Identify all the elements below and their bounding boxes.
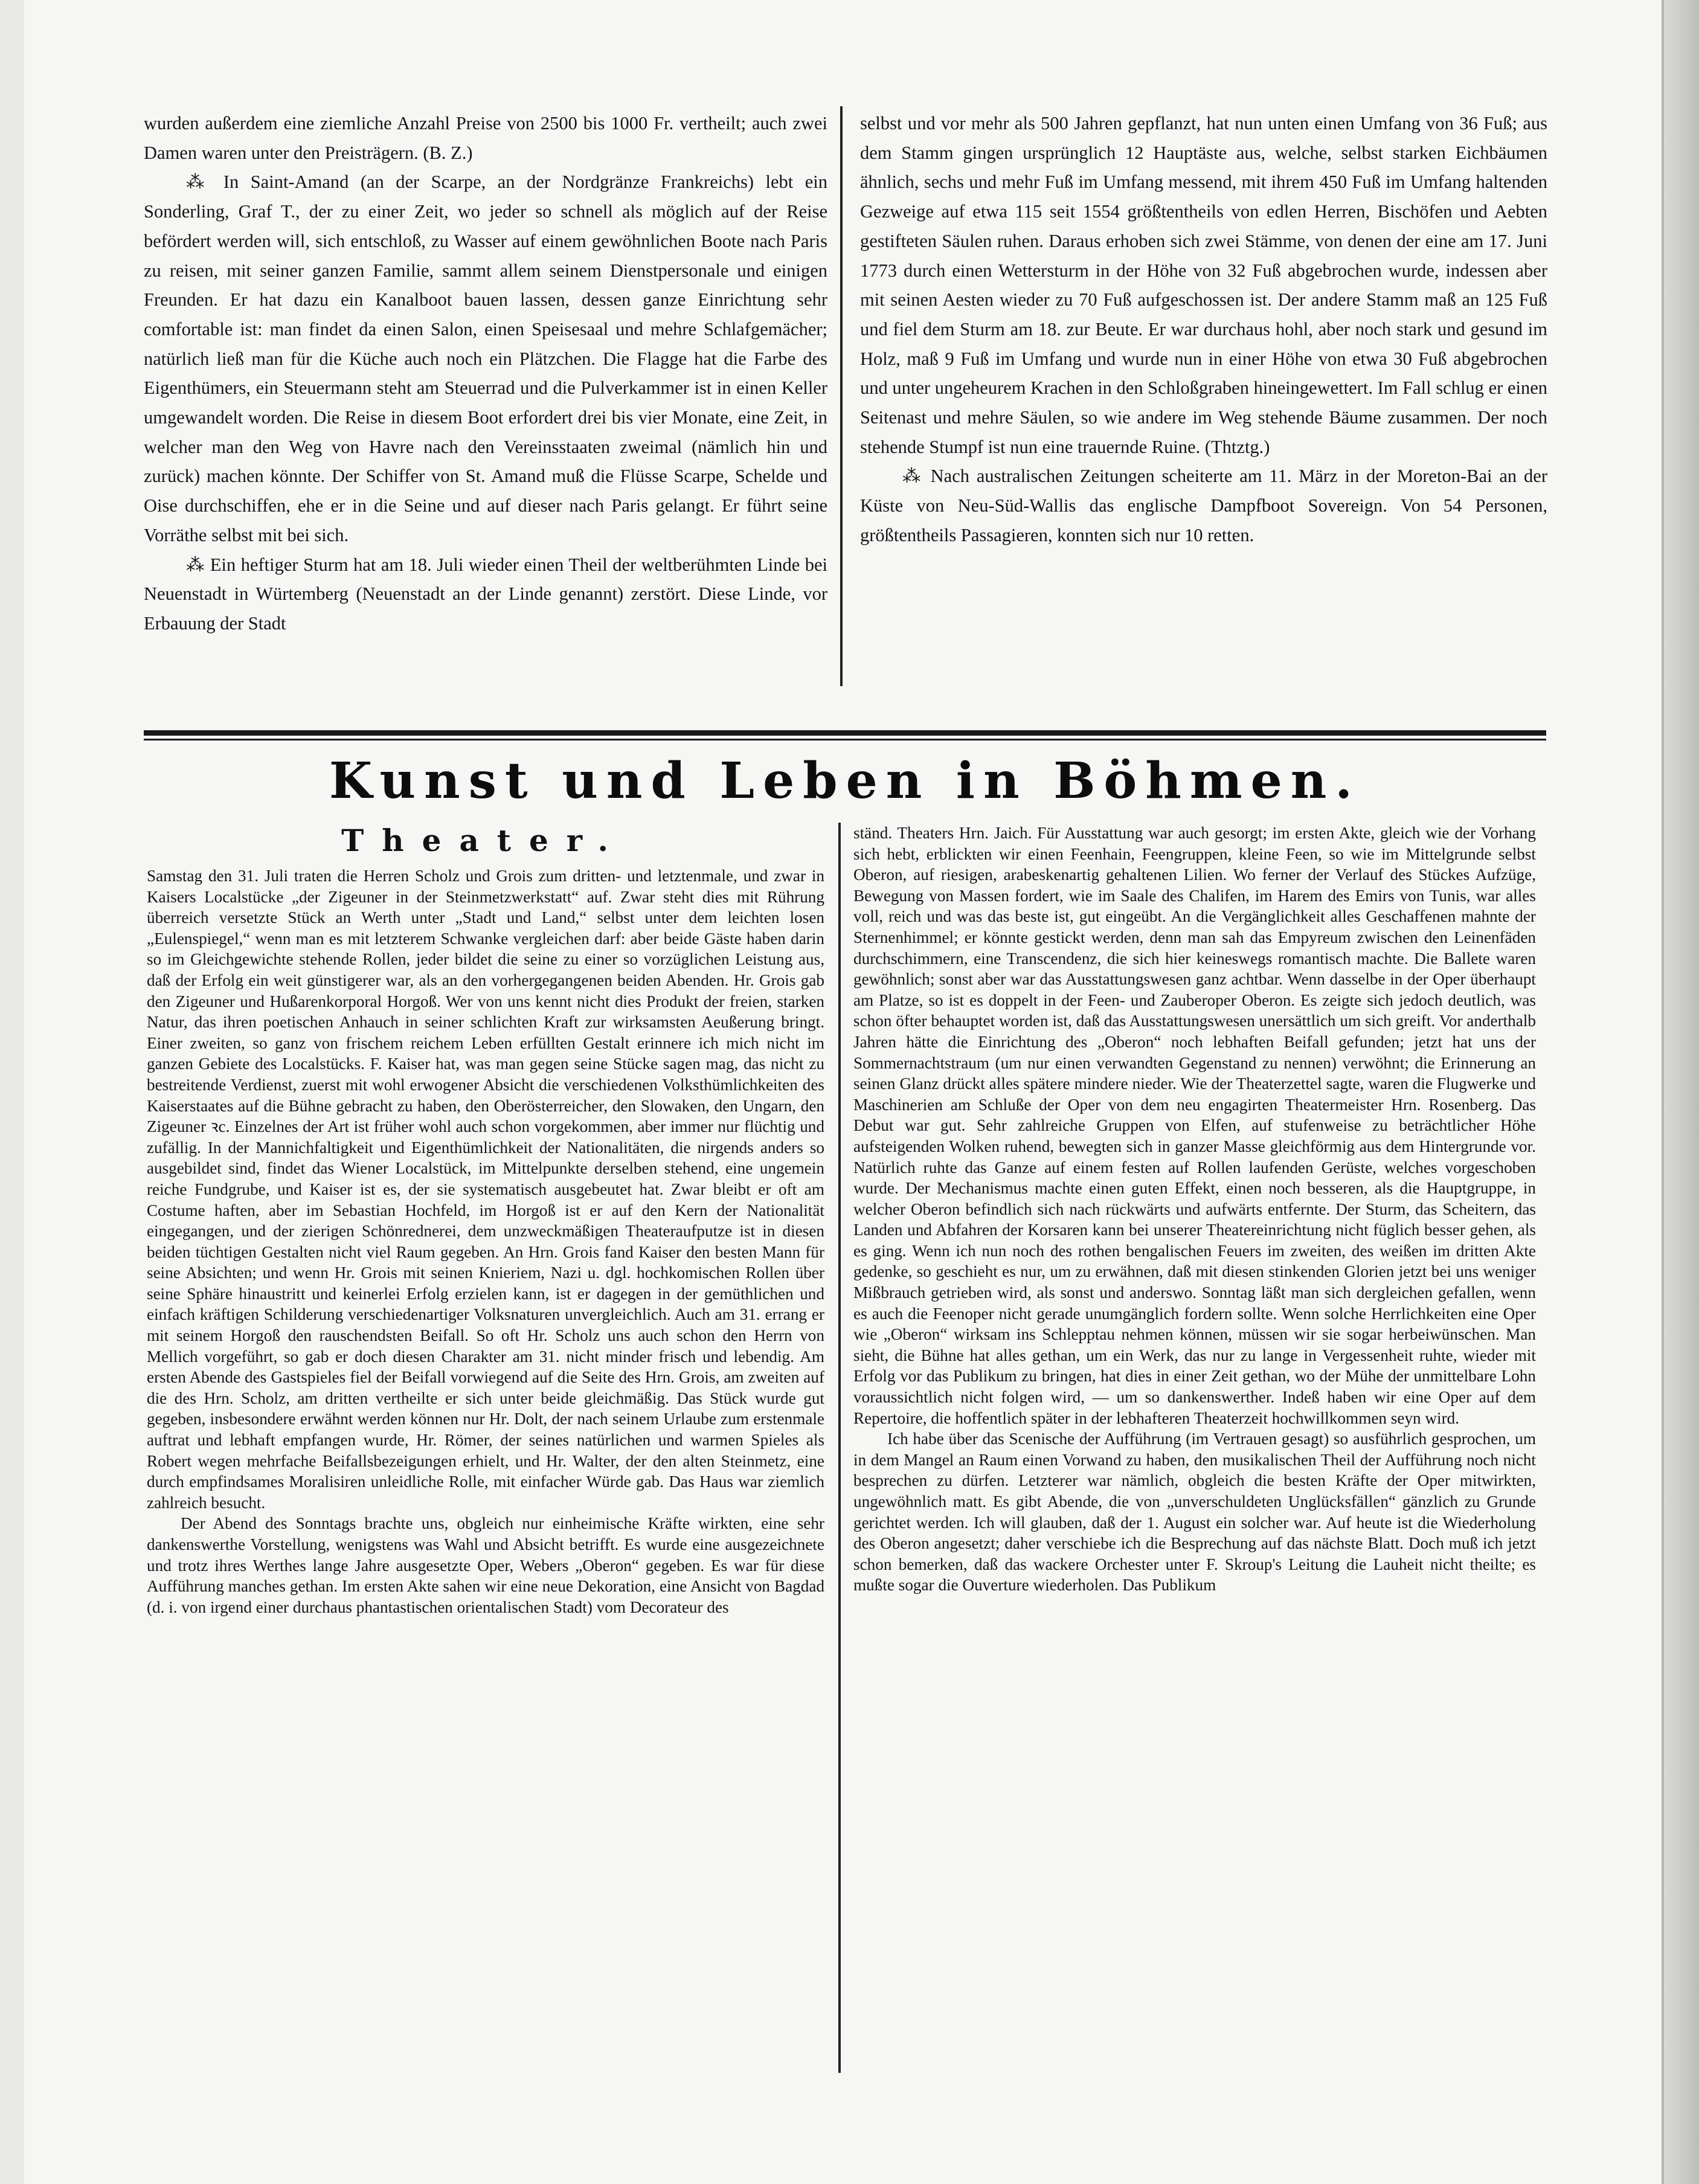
column-divider [840, 106, 843, 686]
paragraph: wurden außerdem eine ziemliche Anzahl Preise von 2500 bis 1000 Fr. vertheilt; auch zwei Damen waren unter den Preisträgern. (B. Z.) [144, 113, 827, 163]
section-subtitle: Theater. [341, 823, 626, 858]
top-left-column [144, 109, 827, 689]
paragraph: ⁂ In Saint-Amand (an der Scarpe, an der Nordgränze Frankreichs) lebt ein Sonderling, Graf T., der zu einer Zeit, wo jeder so schnell als möglich auf der Reise befördert werden will, sich entschloß, zu Wasser auf einem gewöhnlichen Boote nach Paris zu reisen, mit seiner ganzen Familie, sammt allem seinem Dienstpersonale und einigen Freunden. Er hat dazu ein Kanalboot bauen lassen, dessen ganze Einrichtung sehr comfortable ist: man findet da einen Salon, einen Speisesaal und mehre Schlafgemächer; natürlich ließ man für die Küche auch noch ein Plätzchen. Die Flagge hat die Farbe des Eigenthümers, ein Steuermann steht am Steuerrad und die Pulverkammer ist in einen Keller umgewandelt worden. Die Reise in diesem Boot erfordert drei bis vier Monate, eine Zeit, in welcher man den Weg von Havre nach den Vereinsstaaten zweimal (nämlich hin und zurück) machen könnte. Der Schiffer von St. Amand muß die Flüsse Scarpe, Schelde und Oise durchschiffen, ehe er in die Seine und auf dieser nach Paris gelangt. Er führt seine Vorräthe selbst mit bei sich. [144, 172, 827, 545]
paragraph: Ich habe über das Scenische der Aufführung (im Vertrauen gesagt) so ausführlich gesprochen, um in dem Mangel an Raum einen Vorwand zu haben, den musikalischen Theil der Aufführung noch nicht besprechen zu dürfen. Letzterer war nämlich, obgleich die besten Kräfte der Oper mitwirkten, ungewöhnlich matt. Es gibt Abende, die von „unverschuldeten Unglücksfällen“ gänzlich zu Grunde gerichtet werden. Ich will glauben, daß der 1. August ein solcher war. Auf heute ist die Wiederholung des Oberon angesetzt; daher verschiebe ich die Besprechung auf das nächste Blatt. Doch muß ich jetzt schon bemerken, daß das wackere Orchester unter F. Skroup's Leitung die Lauheit nicht theilte; es mußte sogar die Ouverture wiederholen. Das Publikum [853, 1430, 1536, 1595]
top-right-column [860, 109, 1547, 689]
column-divider [838, 823, 841, 2073]
paragraph: Der Abend des Sonntags brachte uns, obgleich nur einheimische Kräfte wirkten, eine sehr dankenswerthe Vorstellung, wenigstens was Wahl und Absicht betrifft. Es wurde eine ausgezeichnete und trotz ihres Werthes lange Jahre ausgesetzte Oper, Webers „Oberon“ gegeben. Es war für diese Aufführung manches gethan. Im ersten Akte sahen wir eine neue Dekoration, eine Ansicht von Bagdad (d. i. von irgend einer durchaus phantastischen orientalischen Stadt) vom Decorateur des [147, 1514, 824, 1616]
section-rule-thin [144, 739, 1546, 740]
bottom-right-column [853, 823, 1536, 2080]
section-title: Kunst und Leben in Böhmen. [329, 752, 1361, 810]
bottom-left-column [147, 866, 824, 2080]
paragraph: ⁂ Nach australischen Zeitungen scheiterte am 11. März in der Moreton-Bai an der Küste von Neu-Süd-Wallis das englische Dampfboot Sovereign. Von 54 Personen, größtentheils Passagieren, konnten sich nur 10 retten. [860, 466, 1547, 545]
paragraph: ⁂ Ein heftiger Sturm hat am 18. Juli wieder einen Theil der weltberühmten Linde bei Neuenstadt in Würtemberg (Neuenstadt an der Linde genannt) zerstört. Diese Linde, vor Erbauung der Stadt [144, 554, 827, 634]
paragraph: selbst und vor mehr als 500 Jahren gepflanzt, hat nun unten einen Umfang von 36 Fuß; aus dem Stamm gingen ursprünglich 12 Hauptäste aus, welche, selbst starken Eichbäumen ähnlich, sechs und mehr Fuß im Umfang messend, mit ihrem 450 Fuß im Umfang haltenden Gezweige auf etwa 115 seit 1554 größtentheils von edlen Herren, Bischöfen und Aebten gestifteten Säulen ruhen. Daraus erhoben sich zwei Stämme, von denen der eine am 17. Juni 1773 durch einen Wettersturm in der Höhe von 32 Fuß abgebrochen wurde, indessen aber mit seinen Aesten wieder zu 70 Fuß aufgeschossen ist. Der andere Stamm maß an 125 Fuß und fiel dem Sturm am 18. zur Beute. Er war durchaus hohl, aber noch stark und gesund im Holz, maß 9 Fuß im Umfang und wurde nun in einer Höhe von etwa 30 Fuß abgebrochen und unter ungeheurem Krachen in den Schloßgraben hineingewettert. Im Fall schlug er einen Seitenast und mehre Säulen, so wie andere im Weg stehende Bäume zusammen. Der noch stehende Stumpf ist nun eine trauernde Ruine. (Thtztg.) [860, 113, 1547, 457]
page-left-margin [0, 0, 24, 2184]
page-right-edge [1664, 0, 1699, 2184]
paragraph: ständ. Theaters Hrn. Jaich. Für Ausstattung war auch gesorgt; im ersten Akte, gleich wie der Vorhang sich hebt, erblickten wir einen Feenhain, Feengruppen, kleine Feen, so wie im Mittelgrunde selbst Oberon, auf riesigen, arabeskenartig gehaltenen Lilien. Wo ferner der Verlauf des Stückes Aufzüge, Bewegung von Massen fordert, wie im Saale des Chalifen, im Harem des Emirs von Tunis, war alles voll, reich und was das beste ist, gut eingeübt. An die Vergänglichkeit alles Geschaffenen mahnte der Sternenhimmel; er könnte gestickt werden, denn man sah das Empyreum zwischen den Leinenfäden durchschimmern, eine Transcendenz, die sich hier keineswegs romantisch machte. Die Ballete waren gewöhnlich; sonst aber war das Ausstattungswesen ganz achtbar. Wenn dasselbe in der Oper überhaupt am Platze, so ist es doppelt in der Feen- und Zauberoper Oberon. Es zeigte sich jedoch deutlich, was schon öfter behauptet worden ist, daß das Ausstattungswesen unersättlich um sich greift. Vor anderthalb Jahren hätte die Einrichtung des „Oberon“ noch lebhaften Beifall gefunden; jetzt hat uns der Sommernachtstraum (um nur einen verwandten Gegenstand zu nennen) verwöhnt; die Erinnerung an seinen Glanz drückt alles spätere mindere nieder. Wie der Theaterzettel sagte, waren die Flugwerke und Maschinerien am Schluße der Oper von dem neu engagirten Theatermeister Hrn. Rosenberg. Das Debut war gut. Sehr zahlreiche Gruppen von Elfen, auf stufenweise zu beträchtlicher Höhe aufsteigenden Wolken ruhend, bewegten sich in ganzer Masse gleichförmig aus dem Hintergrunde vor. Natürlich ruhte das Ganze auf einem festen auf Rollen laufenden Gerüste, welches vorgeschoben wurde. Der Mechanismus machte einen guten Effekt, einen noch besseren, als die Hauptgruppe, in welcher Oberon befindlich sich nach rückwärts und aufwärts entfernte. Der Sturm, das Scheitern, das Landen und Abfahren der Korsaren kann bei unserer Theatereinrichtung nicht füglich besser gehen, als es ging. Wenn ich nun noch des rothen bengalischen Feuers im zweiten, des weißen im dritten Akte gedenke, so geschieht es nur, um zu erwähnen, daß mit diesen stinkenden Glorien jetzt bei uns weniger Mißbrauch getrieben wird, als sonst und anderswo. Sonntag läßt man sich dergleichen gefallen, wenn es auch die Feenoper nicht gerade unumgänglich fordern sollte. Wenn solche Herrlichkeiten eine Oper wie „Oberon“ wirksam ins Schlepptau nehmen können, müssen wir sie sogar herbeiwünschen. Man sieht, die Bühne hat alles gethan, um ein Werk, das nur zu lange in Vergessenheit ruhte, wieder mit Erfolg vor das Publikum zu bringen, hat dies in einer Zeit gethan, wo der Mühe der unmittelbare Lohn voraussichtlich nicht folgen wird, — um so dankenswerther. Indeß haben wir eine Oper auf dem Repertoire, die hoffentlich später in der lebhafteren Theaterzeit hochwillkommen seyn wird. [853, 824, 1536, 1427]
paragraph: Samstag den 31. Juli traten die Herren Scholz und Grois zum dritten- und letztenmale, und zwar in Kaisers Localstücke „der Zigeuner in der Steinmetzwerkstatt“ auf. Zwar steht dies mit Rührung überreich versetzte Stück an Werth unter „Stadt und Land,“ selbst unter dem leichten losen „Eulenspiegel,“ wenn man es mit letzterem Schwanke vergleichen darf: aber beide Gäste haben darin so im Gleichgewichte stehende Rollen, jeder bildet die seine zu einer so vorzüglichen Leistung aus, daß der Erfolg ein weit günstigerer war, als an den vorhergegangenen beiden Abenden. Hr. Grois gab den Zigeuner und Hußarenkorporal Horgoß. Wer von uns kennt nicht dies Produkt der freien, starken Natur, das ihren poetischen Anhauch in seiner schlichten Kraft zur wirksamsten Aeußerung bringt. Einer zweiten, so ganz von frischem reichem Leben erfüllten Gestalt erinnere ich mich nicht im ganzen Gebiete des Localstücks. F. Kaiser hat, was man gegen seine Stücke sagen mag, das nicht zu bestreitende Verdienst, zuerst mit wohl erwogener Absicht die verschiedenen Volksthümlichkeiten des Kaiserstaates auf die Bühne gebracht zu haben, den Oberösterreicher, den Slowaken, den Ungarn, den Zigeuner ꝛc. Einzelnes der Art ist früher wohl auch schon vorgekommen, aber immer nur flüchtig und zufällig. In der Mannichfaltigkeit und Eigenthümlichkeit der Nationalitäten, die nirgends anders so ausgebildet sind, findet das Wiener Localstück, im Mittelpunkte derselben stehend, eine ungemein reiche Fundgrube, und Kaiser ist es, der sie systematisch ausgebeutet hat. Zwar bleibt er oft am Costume haften, aber im Sebastian Hochfeld, im Horgoß ist er auf den Kern der Nationalität eingegangen, und der zierigen Schönrednerei, dem unzweckmäßigen Theateraufputze ist in diesen beiden tüchtigen Gestalten nicht viel Raum gegeben. An Hrn. Grois fand Kaiser den besten Mann für seine Absichten; und wenn Hr. Grois mit seinen Knieriem, Nazi u. dgl. hochkomischen Rollen über seine Sphäre hinaustritt und keinerlei Erfolg erzielen kann, ist er dagegen in der gemüthlichen und einfach kräftigen Schilderung verschiedenartiger Volksnaturen unvergleichlich. Auch am 31. errang er mit seinem Horgoß den rauschendsten Beifall. So oft Hr. Scholz uns auch schon den Herrn von Mellich vorgeführt, so gab er doch diesen Charakter am 31. nicht minder frisch und lebendig. Am ersten Abende des Gastspieles fiel der Beifall vorwiegend auf die Seite des Hrn. Grois, am zweiten auf die des Hrn. Scholz, am dritten vertheilte er sich unter beide gleichmäßig. Das Stück wurde gut gegeben, insbesondere erwähnt werden können nur Hr. Dolt, der nach seinem Urlaube zum erstenmale auftrat und lebhaft empfangen wurde, Hr. Römer, der seines natürlichen und warmen Spieles als Robert wegen mehrfache Beifallsbezeigungen erhielt, und Hr. Walter, der den alten Steinmetz, eine durch empfindsames Moralisiren unleidliche Rolle, mit einfacher Würde gab. Das Haus war ziemlich zahlreich besucht. [147, 867, 824, 1512]
section-rule-thick [144, 730, 1546, 736]
